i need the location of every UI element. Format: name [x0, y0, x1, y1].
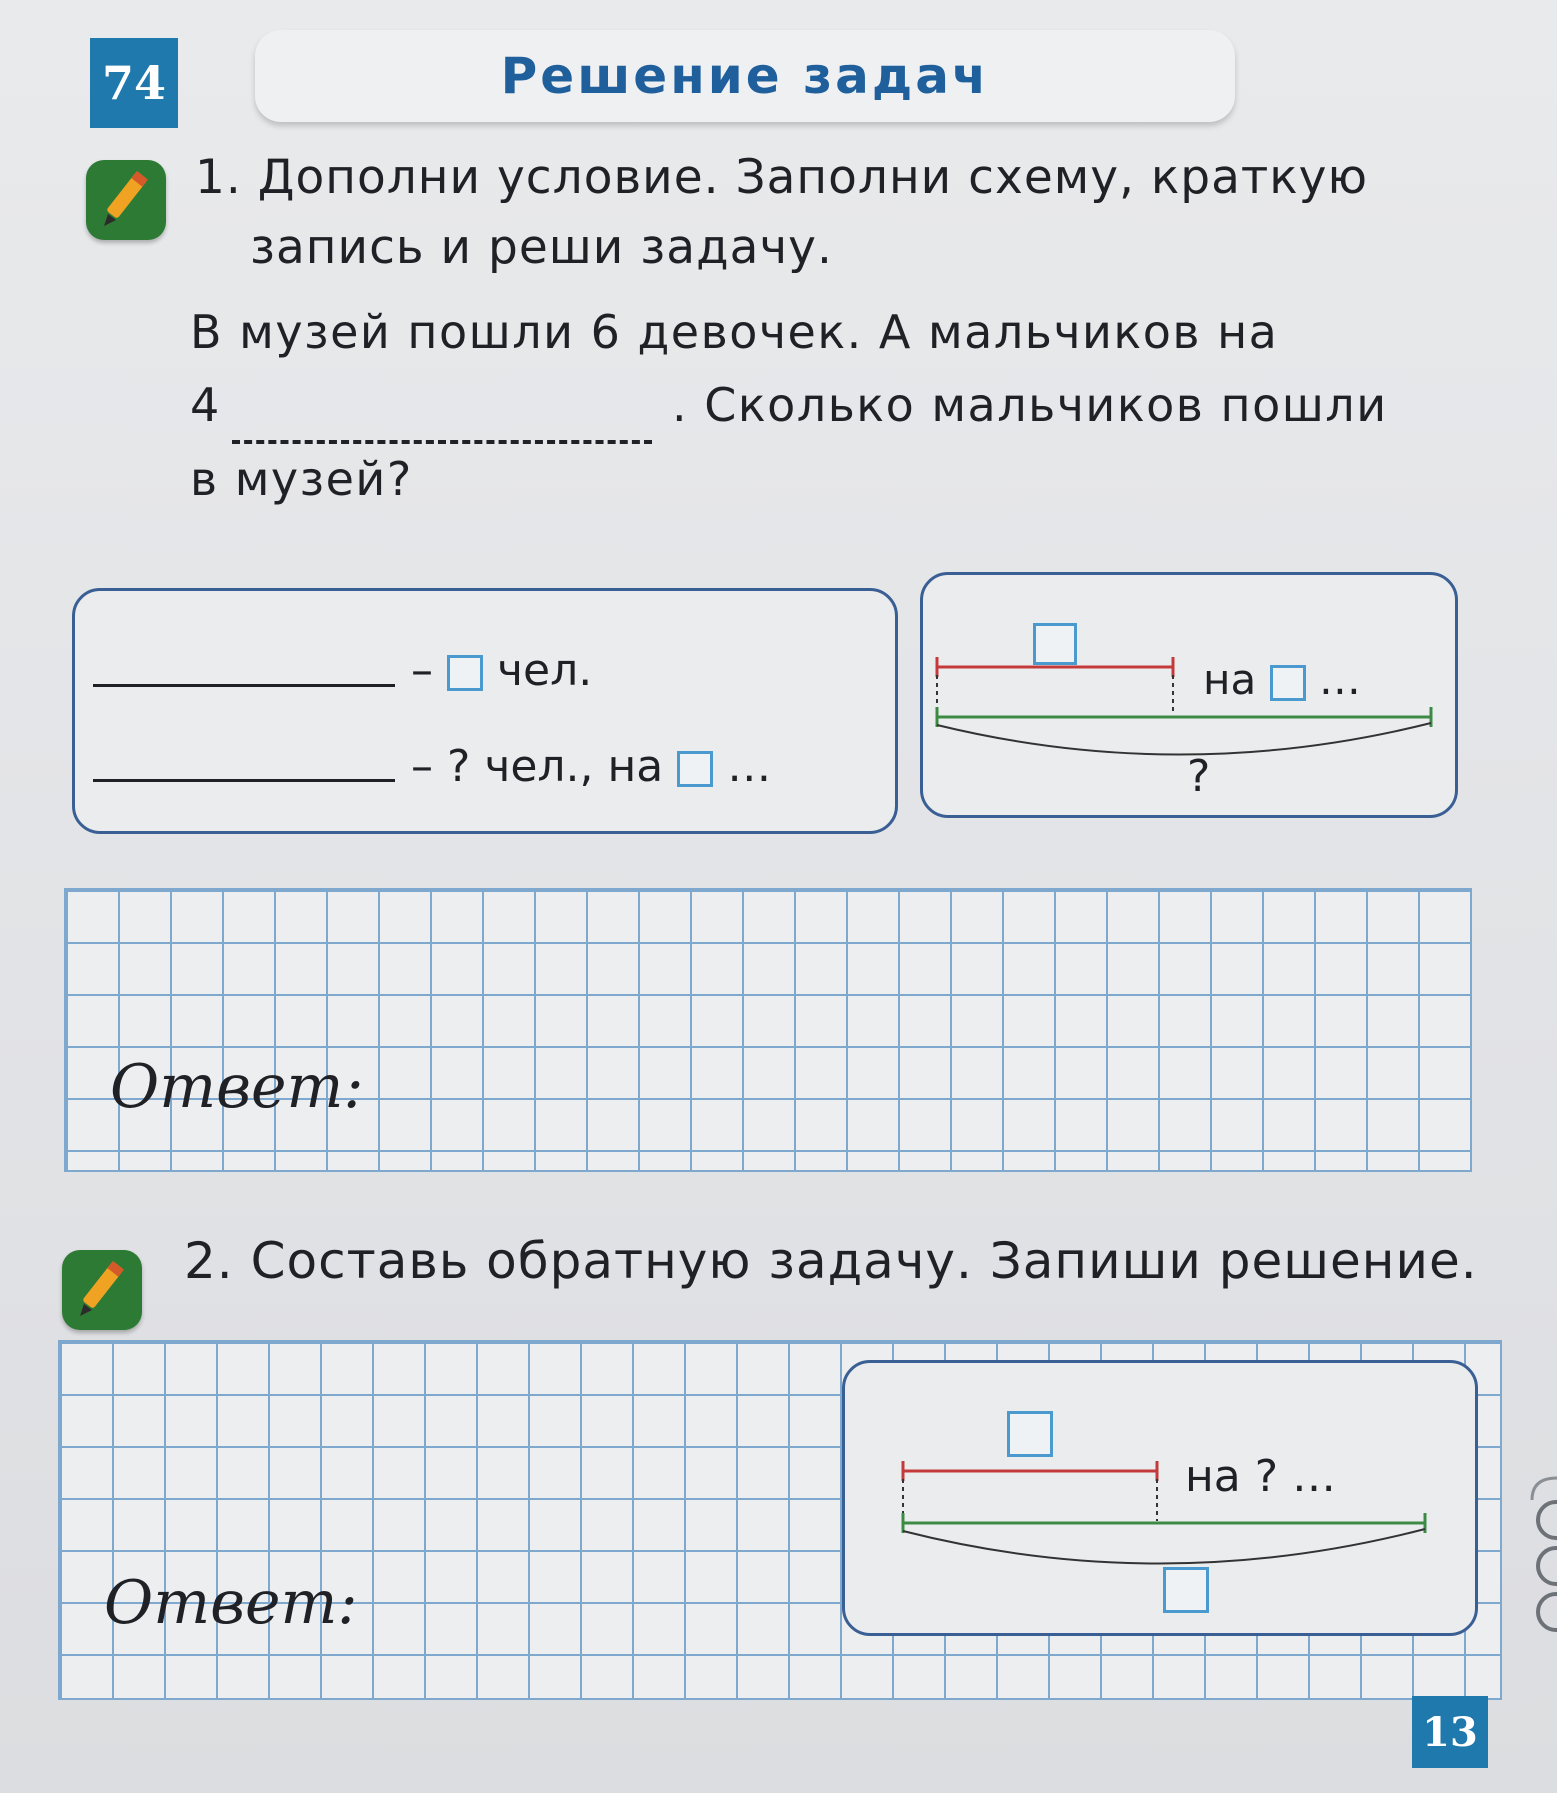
answer-label-task1: Ответ:: [110, 1052, 364, 1122]
short-note-row1-suffix: чел.: [497, 645, 593, 696]
solution-grid-task1[interactable]: [64, 888, 1472, 1172]
task1-instruction-line1: 1. Дополни условие. Заполни схему, краткую: [195, 150, 1369, 205]
task1-problem-line3: в музей?: [190, 452, 413, 506]
short-note-box: [72, 588, 898, 834]
scheme-na-row: [1203, 655, 1361, 704]
short-note-blank-1[interactable]: [93, 684, 395, 687]
short-note-row2-part2: …: [727, 741, 772, 792]
segment-diagram: [845, 1363, 1475, 1633]
title-bar: [255, 30, 1235, 122]
short-note-blank-2[interactable]: [93, 779, 395, 782]
task1-instruction-line2: запись и реши задачу.: [250, 220, 833, 275]
scheme-na-label: на ? …: [1185, 1451, 1337, 1502]
short-note-row2: [411, 741, 771, 792]
task1-problem-line1: В музей пошли 6 девочек. А мальчиков на: [190, 305, 1279, 359]
page-number: 13: [1412, 1696, 1488, 1768]
number-box[interactable]: [1270, 665, 1306, 701]
pencil-icon: [62, 1250, 142, 1330]
lesson-number-badge: 74: [90, 38, 178, 128]
condition-fill-blank[interactable]: [232, 440, 652, 444]
task2-pencil-badge: [62, 1250, 142, 1330]
number-box[interactable]: [447, 655, 483, 691]
short-note-row2-part1: – ? чел., на: [411, 741, 664, 792]
answer-label-task2: Ответ:: [104, 1568, 358, 1638]
scheme-box-task1: [920, 572, 1458, 818]
scheme-bottom-box[interactable]: [1163, 1567, 1209, 1613]
task2-instruction: 2. Составь обратную задачу. Запиши решение.: [184, 1232, 1478, 1290]
scheme-question: ?: [1187, 751, 1211, 802]
ring-binder-icon: [1528, 1470, 1557, 1640]
number-box[interactable]: [677, 751, 713, 787]
short-note-row1: – чел.: [411, 645, 593, 696]
task1-pencil-badge: [86, 160, 166, 240]
brace-arc: [937, 723, 1431, 755]
scheme-na-label: на: [1203, 655, 1257, 704]
task1-problem-line2-end: . Сколько мальчиков пошли: [672, 378, 1388, 432]
page-title: Решение задач: [500, 47, 990, 105]
brace-arc: [903, 1529, 1425, 1564]
pencil-icon: [86, 160, 166, 240]
scheme-ellipsis: …: [1318, 655, 1361, 704]
task1-problem-line2-start: 4: [190, 378, 221, 432]
scheme-box-task2: [842, 1360, 1478, 1636]
